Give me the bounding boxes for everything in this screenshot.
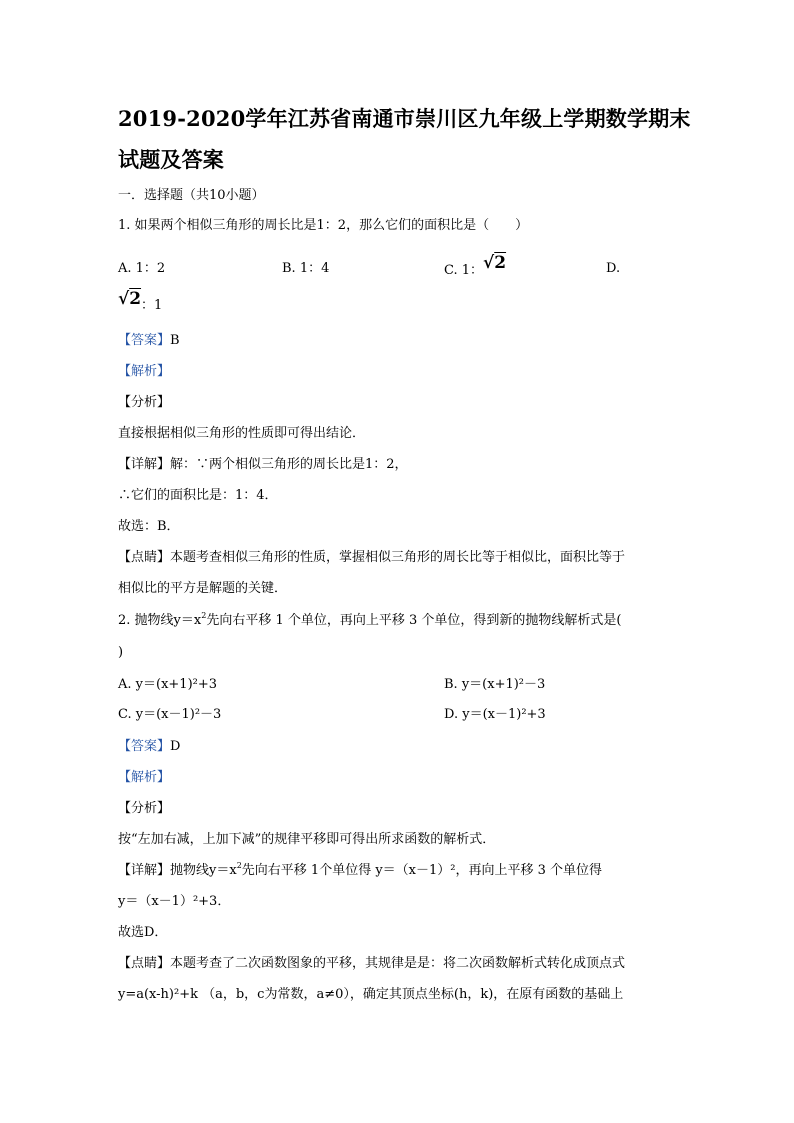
sqrt-symbol: √2 [483, 253, 507, 273]
q1-option-b: B. 1：4 [282, 261, 330, 276]
section-heading: 一．选择题（共10小题） [118, 188, 265, 203]
detail-exponent: 2 [236, 861, 242, 870]
detail-text: 解：∵两个相似三角形的周长比是1：2， [170, 457, 408, 472]
q1-analysis-tag: 【解析】 [118, 364, 171, 379]
q1-option-c-prefix: C. 1： [444, 263, 484, 278]
q1-comment [118, 549, 625, 567]
q2-stem-exponent: 2 [201, 611, 207, 620]
q2-answer [118, 738, 180, 756]
detail-pre: 抛物线y＝x [170, 863, 237, 878]
sqrt-radicand: 2 [494, 253, 507, 273]
q1-answer [118, 332, 180, 350]
q2-detail [118, 862, 602, 880]
q2-option-c: C. y＝(x－1)²－3 [118, 707, 222, 722]
q2-stem-pre: 2. 抛物线y＝x [118, 613, 202, 628]
comment-text: 本题考查了二次函数图象的平移，其规律是是：将二次函数解析式转化成顶点式 [170, 956, 626, 971]
q2-stem [118, 612, 621, 630]
q1-option-c [444, 253, 507, 280]
answer-value: B [170, 333, 180, 348]
q1-detail-line-2: ∴它们的面积比是：1：4． [118, 488, 278, 503]
q2-option-d: D. y＝(x－1)²+3 [444, 707, 546, 722]
q2-choose: 故选D． [118, 925, 168, 940]
q1-option-d-suffix: ：1 [141, 298, 163, 313]
q2-fenxi-tag: 【分析】 [118, 801, 171, 816]
comment-tag: 【点睛】 [118, 956, 171, 971]
q2-fenxi-text: 按“左加右减，上加下减”的规律平移即可得出所求函数的解析式． [118, 832, 496, 847]
answer-value: D [170, 739, 181, 754]
document-title-line-2: 试题及答案 [118, 147, 224, 172]
q1-fenxi-tag: 【分析】 [118, 395, 171, 410]
detail-post: 先向右平移 1个单位得 y＝（x－1）²，再向上平移 3 个单位得 [241, 863, 603, 878]
comment-text: 本题考查相似三角形的性质，掌握相似三角形的周长比等于相似比，面积比等于 [170, 550, 626, 565]
comment-tag: 【点睛】 [118, 550, 171, 565]
q1-option-a: A. 1：2 [118, 261, 166, 276]
q2-option-b: B. y＝(x+1)²－3 [444, 677, 546, 692]
detail-tag: 【详解】 [118, 457, 171, 472]
q2-stem-post: 先向右平移 1 个单位，再向上平移 3 个单位，得到新的抛物线解析式是( [206, 613, 622, 628]
q2-analysis-tag: 【解析】 [118, 770, 171, 785]
answer-tag: 【答案】 [118, 739, 171, 754]
q2-comment [118, 955, 625, 973]
answer-tag: 【答案】 [118, 333, 171, 348]
sqrt-radicand: 2 [129, 289, 142, 309]
q1-comment-line-2: 相似比的平方是解题的关键． [118, 581, 288, 596]
q2-detail-line-2: y＝（x－1）²+3． [118, 894, 231, 909]
q1-option-d-label: D. [606, 261, 621, 276]
document-title-line-1: 2019-2020学年江苏省南通市崇川区九年级上学期数学期末 [118, 106, 691, 131]
q1-fenxi-text: 直接根据相似三角形的性质即可得出结论． [118, 426, 366, 441]
detail-tag: 【详解】 [118, 863, 171, 878]
q1-choose: 故选：B． [118, 519, 180, 534]
q2-stem-line-2: ) [118, 645, 124, 660]
q2-option-a: A. y＝(x+1)²+3 [118, 677, 218, 692]
q1-option-d-value [118, 289, 163, 315]
sqrt-symbol: √2 [118, 289, 142, 309]
q2-comment-line-2: y=a(x-h)²+k （a，b，c为常数，a≠0），确定其顶点坐标(h，k)，在原有函数的基础上 [118, 987, 624, 1002]
q1-detail [118, 456, 408, 474]
q1-stem: 1. 如果两个相似三角形的周长比是1：2，那么它们的面积比是（ ） [118, 218, 529, 233]
